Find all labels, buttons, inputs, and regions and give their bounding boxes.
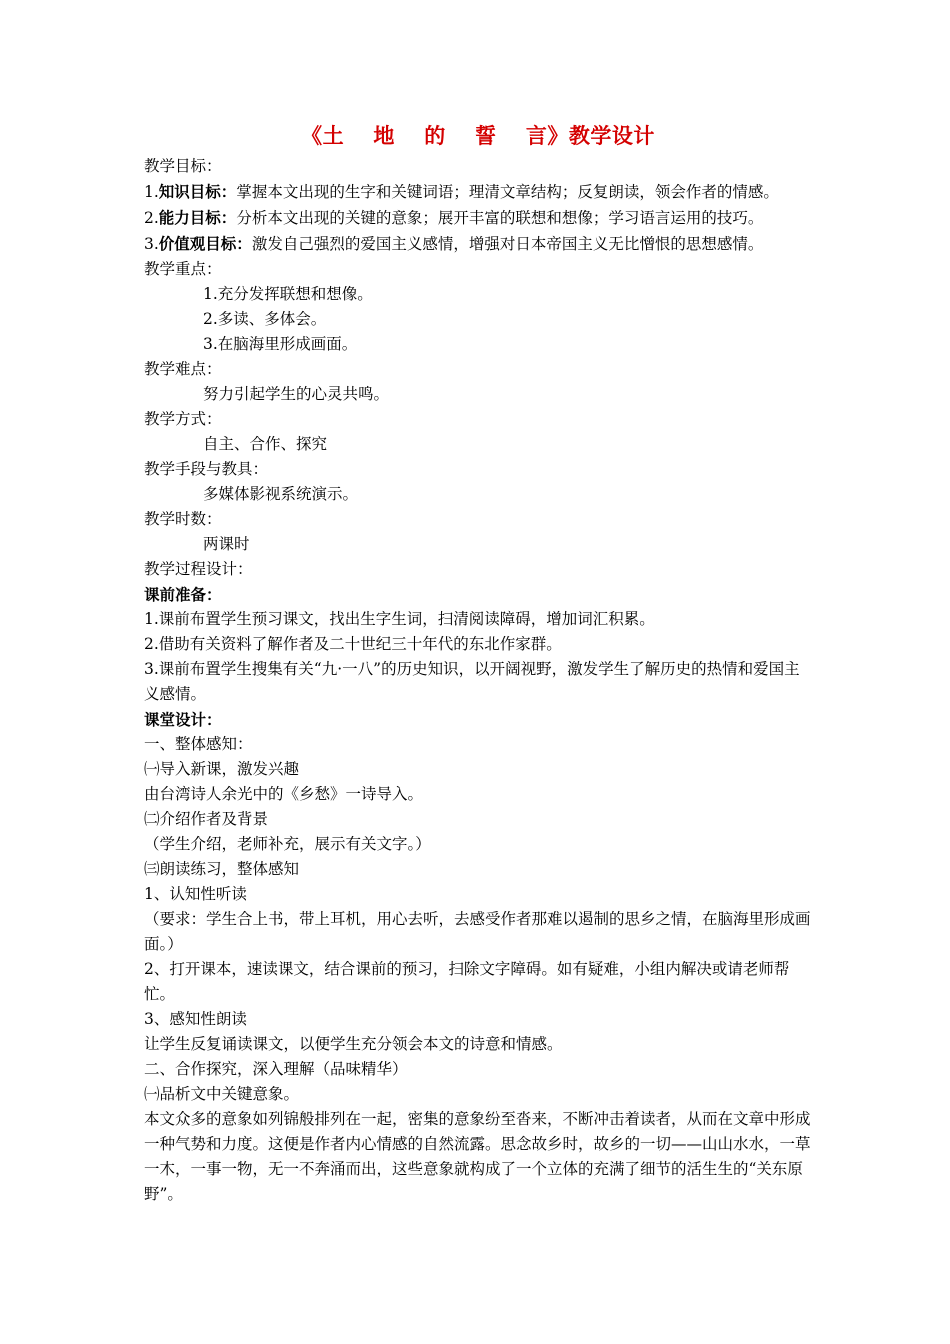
objective-ability [144,205,812,231]
class-line: （学生介绍，老师补充，展示有关文字。） [144,835,431,853]
hours-text: 两课时 [203,535,250,553]
objective-knowledge [144,179,812,205]
tools-text: 多媒体影视系统演示。 [203,485,359,503]
tools-heading: 教学手段与教具： [144,460,269,478]
key-point-item: 1.充分发挥联想和想像。 [203,285,373,303]
class-line: （要求：学生合上书，带上耳机，用心去听，去感受作者那难以遏制的思乡之情，在脑海里形成画面。） [144,910,811,953]
class-heading: 课堂设计： [144,710,222,729]
objectives-heading: 教学目标： [144,157,222,175]
key-points-heading: 教学重点： [144,260,222,278]
objective-label: 价值观目标： [158,234,252,253]
objective-text: 掌握本文出现的生字和关键词语；理清文章结构；反复朗读，领会作者的情感。 [236,183,779,201]
hours-heading: 教学时数： [144,510,222,528]
objective-num: 3. [144,235,159,253]
difficulty-heading: 教学难点： [144,360,222,378]
class-line: 3、感知性朗读 [144,1010,247,1028]
prep-item: 1.课前布置学生预习课文，找出生字生词，扫清阅读障碍，增加词汇积累。 [144,610,655,628]
key-point-item: 2.多读、多体会。 [203,310,327,328]
key-point-item: 3.在脑海里形成画面。 [203,335,358,353]
process-heading: 教学过程设计： [144,560,253,578]
class-line: ㈡介绍作者及背景 [144,810,269,828]
prep-item: 2.借助有关资料了解作者及二十世纪三十年代的东北作家群。 [144,635,562,653]
difficulty-text: 努力引起学生的心灵共鸣。 [203,385,390,403]
document-title: 《土 地 的 誓 言》教学设计 [301,123,655,148]
class-line: 让学生反复诵读课文，以便学生充分领会本文的诗意和情感。 [144,1035,563,1053]
method-heading: 教学方式： [144,410,222,428]
objective-text: 分析本文出现的关键的意象；展开丰富的联想和想像；学习语言运用的技巧。 [236,209,764,227]
class-line: ㈠导入新课，激发兴趣 [144,760,300,778]
class-line: 2、打开课本，速读课文，结合课前的预习，扫除文字障碍。如有疑难，小组内解决或请老师帮忙。 [144,960,790,1003]
document-page [144,118,812,1207]
class-line: ㈠品析文中关键意象。 [144,1085,300,1103]
class-line: ㈢朗读练习，整体感知 [144,860,300,878]
class-paragraph: 本文众多的意象如列锦般排列在一起，密集的意象纷至沓来，不断冲击着读者，从而在文章中形成一种气势和力度。这便是作者内心情感的自然流露。思念故乡时，故乡的一切——山山水水，一草一木，一事一物，无一不奔涌而出，这些意象就构成了一个立体的充满了细节的活生生的“关东原野”。 [144,1110,811,1203]
prep-item: 3.课前布置学生搜集有关“九·一八”的历史知识，以开阔视野，激发学生了解历史的热情和爱国主义感情。 [144,660,800,703]
class-line: 一、整体感知： [144,735,253,753]
class-line: 二、合作探究，深入理解（品味精华） [144,1060,408,1078]
objective-num: 2. [144,209,159,227]
objective-text: 激发自己强烈的爱国主义感情，增强对日本帝国主义无比憎恨的思想感情。 [251,235,764,253]
method-text: 自主、合作、探究 [203,435,328,453]
objective-label: 能力目标： [158,208,237,227]
class-line: 1、认知性听读 [144,885,247,903]
prep-heading: 课前准备： [144,585,222,604]
objective-values [144,231,812,257]
objective-num: 1. [144,183,159,201]
objective-label: 知识目标： [158,182,237,201]
class-line: 由台湾诗人余光中的《乡愁》一诗导入。 [144,785,424,803]
